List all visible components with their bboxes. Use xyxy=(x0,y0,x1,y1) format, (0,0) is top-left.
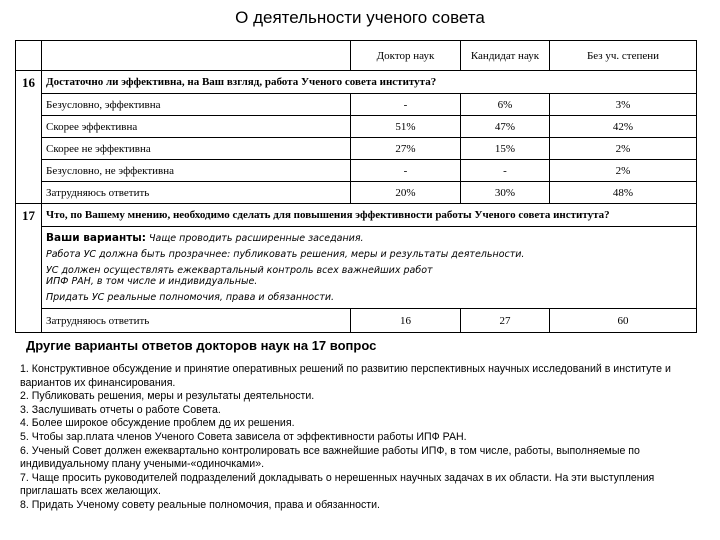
list-item: 3. Заслушивать отчеты о работе Совета. xyxy=(20,403,221,416)
question-row xyxy=(16,204,697,227)
list-item: 8. Придать Ученому совету реальные полномочия, права и обязанности. xyxy=(20,498,380,511)
list-item: 2. Публиковать решения, меры и результаты деятельности. xyxy=(20,390,315,403)
other-answers-list xyxy=(20,363,700,513)
option-text: Чаще проводить расширенные заседания. xyxy=(149,233,364,244)
table-row: Затрудняюсь ответить 16 27 60 xyxy=(16,309,697,333)
survey-table xyxy=(15,40,697,333)
table-row: Скорее эффективна 51% 47% 42% xyxy=(16,116,697,138)
question-number: 16 xyxy=(16,71,42,204)
table-row: Безусловно, эффективна - 6% 3% xyxy=(16,94,697,116)
table-row: Безусловно, не эффективна - - 2% xyxy=(16,160,697,182)
option-text: УС должен осуществлять ежеквартальный контроль всех важнейших работ ИПФ РАН, в том числе и индивидуальные. xyxy=(42,262,697,289)
col-header: Кандидат наук xyxy=(461,41,550,71)
header-row xyxy=(16,41,697,71)
list-item: 6. Ученый Совет должен ежеквартально контролировать все важнейшие работы ИПФ, в том числе, работы, выполняемые по индивидуальному плану учеными-«одиночками». xyxy=(20,444,640,471)
option-text: Работа УС должна быть прозрачнее: публиковать решения, меры и результаты деятельности. xyxy=(42,246,697,262)
page-title: О деятельности ученого совета xyxy=(235,8,485,27)
question-number: 17 xyxy=(16,204,42,333)
list-item: 5. Чтобы зар.плата членов Ученого Совета зависела от эффективности работы ИПФ РАН. xyxy=(20,430,467,443)
table-row: Затрудняюсь ответить 20% 30% 48% xyxy=(16,182,697,204)
list-item: 1. Конструктивное обсуждение и принятие оперативных решений по развитию перспективных научных исследований в институте и вариантов их финансирования. xyxy=(20,363,671,389)
col-header: Без уч. степени xyxy=(550,41,697,71)
list-item: 4. Более широкое обсуждение проблем до их решения. xyxy=(20,417,295,430)
option-text: Придать УС реальные полномочия, права и обязанности. xyxy=(42,289,697,309)
options-label: Ваши варианты: xyxy=(46,232,146,244)
question-row xyxy=(16,71,697,94)
table-row: Скорее не эффективна 27% 15% 2% xyxy=(16,138,697,160)
question-text: Что, по Вашему мнению, необходимо сделать для повышения эффективности работы Ученого совета института? xyxy=(42,204,697,227)
question-text: Достаточно ли эффективна, на Ваш взгляд, работа Ученого совета института? xyxy=(42,71,697,94)
list-item: 7. Чаще просить руководителей подразделений докладывать о нерешенных научных задачах в их области. На эти выступления приглашать всех желающих. xyxy=(20,471,655,498)
other-answers-heading: Другие варианты ответов докторов наук на 17 вопрос xyxy=(26,338,377,353)
col-header: Доктор наук xyxy=(351,41,461,71)
